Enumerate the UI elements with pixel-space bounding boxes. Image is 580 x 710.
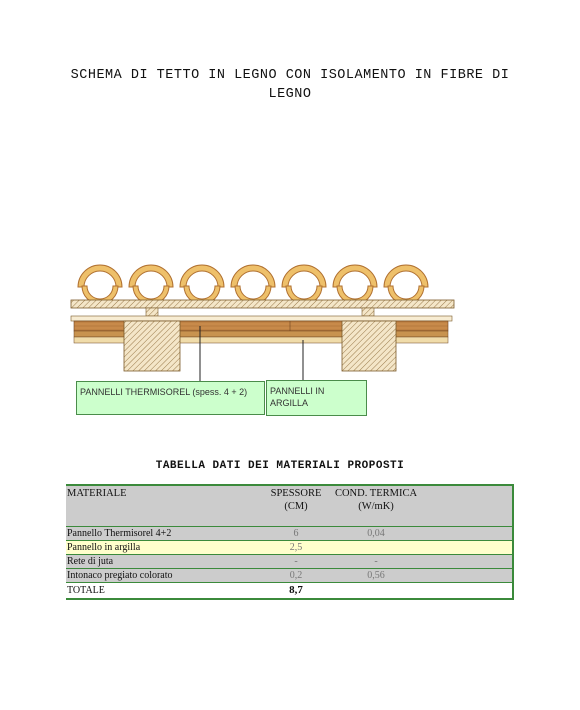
roof-tile bbox=[180, 265, 224, 287]
table-row bbox=[66, 541, 512, 555]
spacer-right bbox=[362, 308, 374, 316]
callout-thermisorel: PANNELLI THERMISOREL (spess. 4 + 2) bbox=[76, 381, 265, 415]
roof-tile bbox=[282, 265, 326, 287]
header-thickness: SPESSORE (CM) bbox=[270, 488, 322, 512]
cell-thickness-total: 8,7 bbox=[289, 584, 303, 596]
roof-tile bbox=[384, 265, 428, 287]
spacer-left bbox=[146, 308, 158, 316]
materials-table bbox=[66, 484, 514, 600]
cell-material: Pannello in argilla bbox=[67, 542, 141, 553]
table-row bbox=[66, 555, 512, 569]
cell-material: TOTALE bbox=[67, 585, 105, 596]
cell-conductivity bbox=[326, 583, 426, 598]
cell-thickness: 6 bbox=[293, 528, 299, 539]
roof-section-diagram bbox=[0, 250, 580, 390]
cell-conductivity: - bbox=[374, 556, 378, 567]
rafter-left bbox=[124, 321, 180, 371]
cell-thickness: 0,2 bbox=[289, 570, 303, 581]
cell-thickness: 2,5 bbox=[289, 542, 303, 553]
header-material: MATERIALE bbox=[67, 488, 127, 499]
table-row-total bbox=[66, 583, 512, 598]
cell-conductivity: 0,04 bbox=[367, 528, 385, 539]
roof-tiles bbox=[78, 265, 428, 304]
table-row bbox=[66, 527, 512, 541]
roof-tile bbox=[129, 265, 173, 287]
rafter-right bbox=[342, 321, 396, 371]
page-title: SCHEMA DI TETTO IN LEGNO CON ISOLAMENTO IN FIBRE DI LEGNO bbox=[70, 68, 510, 102]
roof-tile bbox=[231, 265, 275, 287]
membrane bbox=[71, 316, 452, 321]
table-title: TABELLA DATI DEI MATERIALI PROPOSTI bbox=[155, 460, 405, 472]
callout-clay-panels: PANNELLI IN ARGILLA bbox=[266, 380, 367, 416]
cell-material: Rete di juta bbox=[67, 556, 114, 567]
header-conductivity: COND. TERMICA (W/mK) bbox=[334, 488, 418, 512]
cell-material: Intonaco pregiato colorato bbox=[67, 570, 173, 581]
tile-support-board bbox=[71, 300, 454, 308]
roof-tile bbox=[333, 265, 377, 287]
table-header-row bbox=[66, 486, 512, 527]
cell-thickness: - bbox=[294, 556, 298, 567]
cell-conductivity bbox=[326, 541, 426, 554]
cell-conductivity: 0,56 bbox=[367, 570, 385, 581]
table-row bbox=[66, 569, 512, 583]
roof-tile bbox=[78, 265, 122, 287]
cell-material: Pannello Thermisorel 4+2 bbox=[67, 528, 172, 539]
